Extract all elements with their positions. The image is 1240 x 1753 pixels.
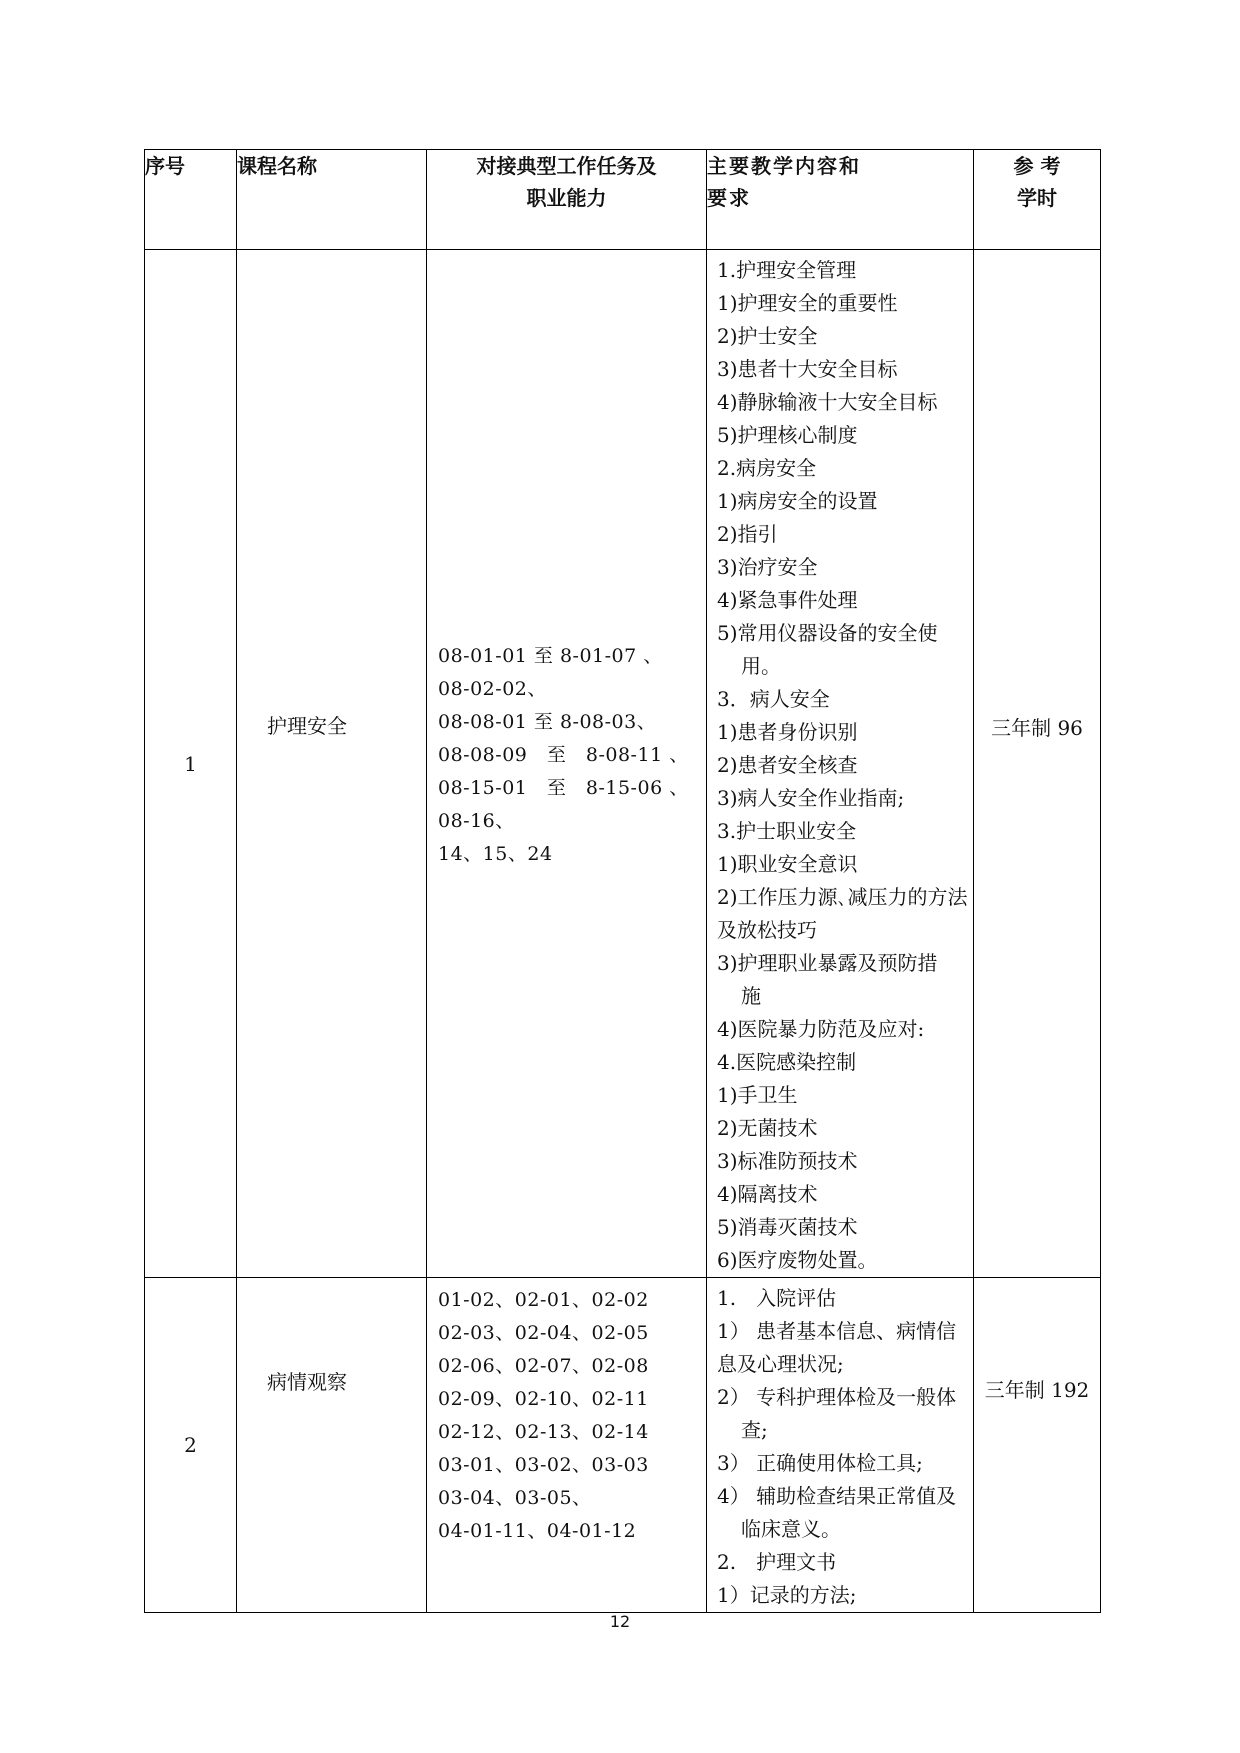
hours-value: 三年制 96 [991,716,1083,740]
content-line: 4)静脉输液十大安全目标 [717,390,938,414]
content-line: 及放松技巧 [717,918,817,942]
tasks-cell [427,1278,707,1613]
content-line: 5)护理核心制度 [717,423,858,447]
hours-cell [974,1278,1101,1613]
task-line: 02-09、02-10、02-11 [438,1388,649,1410]
content-line: 5)常用仪器设备的安全使 [717,621,938,645]
task-line: 04-01-11、04-01-12 [438,1520,637,1542]
header-content [707,150,974,250]
content-line: 2） 专科护理体检及一般体 [717,1385,957,1409]
header-tasks-line2: 职业能力 [526,186,607,210]
content-cell [707,1278,974,1613]
course-name: 护理安全 [267,714,347,738]
content-line: 2.病房安全 [717,456,817,480]
header-tasks [427,150,707,250]
content-line: 3)患者十大安全目标 [717,357,898,381]
task-line: 08-15-01 至 8-15-06 、 [438,777,689,799]
task-line: 02-12、02-13、02-14 [438,1421,649,1443]
header-course-name: 课程名称 [237,150,427,250]
content-line: 2)工作压力源､减压力的方法 [717,885,968,909]
content-list [707,1278,973,1612]
content-line: 用。 [741,654,781,678]
content-line: 1)手卫生 [717,1083,798,1107]
tasks-cell [427,250,707,1278]
course-name: 病情观察 [267,1370,347,1394]
course-name-cell [237,250,427,1278]
content-line: 2)患者安全核查 [717,753,858,777]
content-line: 4)紧急事件处理 [717,588,858,612]
content-line: 4)医院暴力防范及应对: [717,1017,925,1041]
content-line: 3)病人安全作业指南; [717,786,905,810]
content-line: 5)消毒灭菌技术 [717,1215,858,1239]
task-line: 03-04、03-05、 [438,1487,592,1509]
content-line: 查; [741,1418,768,1442]
tasks-list [427,1278,706,1548]
tasks-list [427,250,706,871]
task-line: 08-08-09 至 8-08-11 、 [438,744,689,766]
task-line: 14、15、24 [438,843,553,865]
content-line: 1）记录的方法; [717,1583,857,1607]
content-line: 3） 正确使用体检工具; [717,1451,923,1475]
table-row [145,250,1101,1278]
content-line: 1. 入院评估 [717,1286,837,1310]
content-line: 2. 护理文书 [717,1550,837,1574]
header-hours-line2: 学时 [1017,186,1057,210]
content-line: 6)医疗废物处置。 [717,1248,878,1272]
task-line: 03-01、03-02、03-03 [438,1454,649,1476]
task-line: 02-06、02-07、02-08 [438,1355,649,1377]
content-line: 3)治疗安全 [717,555,818,579]
course-table [144,149,1101,1613]
row-number: 1 [145,250,237,1278]
content-line: 1） 患者基本信息、病情信 [717,1319,957,1343]
content-list [707,250,973,1277]
content-line: 3)护理职业暴露及预防措 [717,951,938,975]
content-line: 4)隔离技术 [717,1182,818,1206]
content-line: 1)病房安全的设置 [717,489,878,513]
task-line: 08-01-01 至 8-01-07 、 [438,645,663,667]
header-row [145,150,1101,250]
header-content-line1: 主要教学内容和 [707,154,861,178]
content-line: 3．病人安全 [717,687,830,711]
task-line: 08-16、 [438,810,515,832]
hours-cell [974,250,1101,1278]
header-no: 序号 [145,150,237,250]
content-line: 2)无菌技术 [717,1116,818,1140]
content-line: 2)护士安全 [717,324,818,348]
content-line: 1.护理安全管理 [717,258,857,282]
header-tasks-line1: 对接典型工作任务及 [476,154,657,178]
content-line: 息及心理状况; [717,1352,844,1376]
task-line: 08-02-02、 [438,678,547,700]
content-line: 4.医院感染控制 [717,1050,857,1074]
content-line: 施 [741,984,761,1008]
task-line: 08-08-01 至 8-08-03、 [438,711,657,733]
content-line: 4） 辅助检查结果正常值及 [717,1484,957,1508]
content-line: 3)标准防预技术 [717,1149,858,1173]
task-line: 01-02、02-01、02-02 [438,1289,649,1311]
course-name-cell [237,1278,427,1613]
content-line: 3.护士职业安全 [717,819,857,843]
content-cell [707,250,974,1278]
header-hours [974,150,1101,250]
page-number: 12 [609,1612,631,1631]
content-line: 1)患者身份识别 [717,720,858,744]
row-number: 2 [145,1278,237,1613]
content-line: 2)指引 [717,522,778,546]
header-content-line2: 要求 [707,186,751,210]
header-hours-line1: 参 考 [1013,154,1061,178]
content-line: 临床意义。 [741,1517,841,1541]
table-row [145,1278,1101,1613]
task-line: 02-03、02-04、02-05 [438,1322,649,1344]
content-line: 1)护理安全的重要性 [717,291,898,315]
content-line: 1)职业安全意识 [717,852,858,876]
hours-value: 三年制 192 [984,1378,1090,1402]
